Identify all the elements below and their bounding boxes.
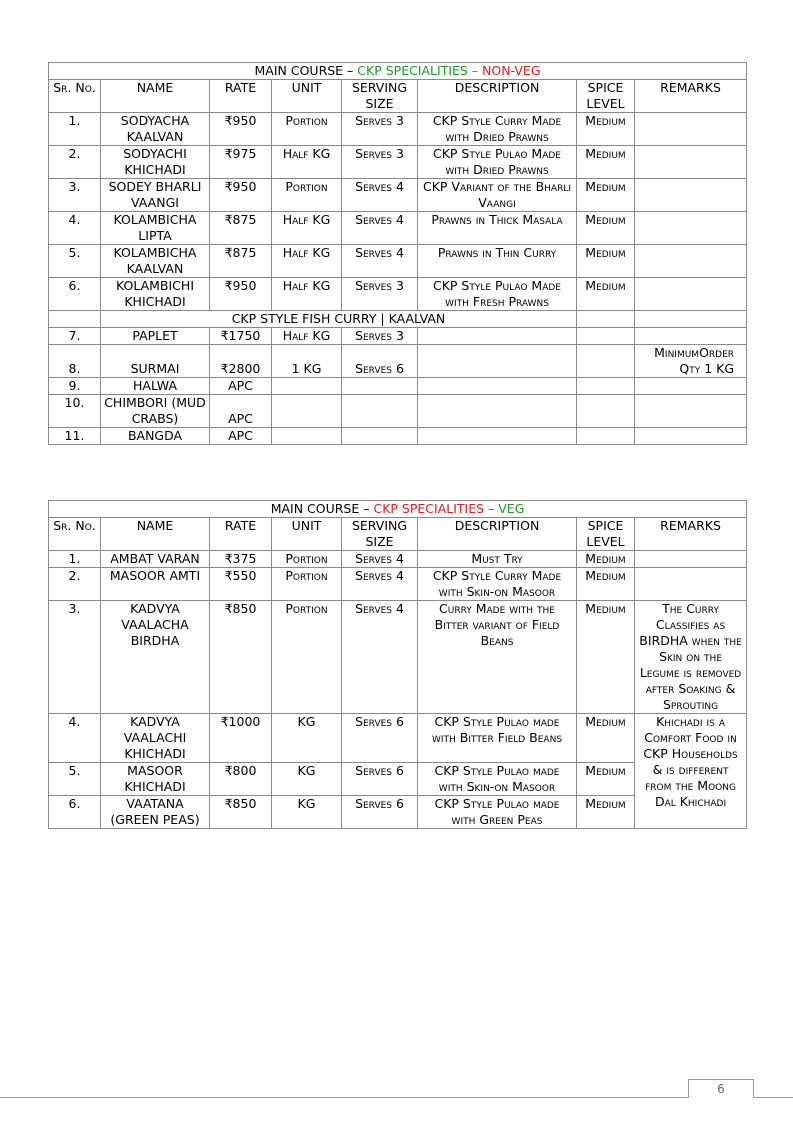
unit-cell: Half KG xyxy=(272,146,342,179)
description-cell: CKP Style Pulao Made with Fresh Prawns xyxy=(418,278,577,311)
table-row xyxy=(49,568,747,601)
header-row xyxy=(49,80,747,113)
rate-cell: ₹875 xyxy=(210,245,272,278)
rate-cell: ₹375 xyxy=(210,551,272,568)
name-cell: HALWA xyxy=(101,378,210,395)
remarks-cell xyxy=(635,212,747,245)
sr-cell: 3. xyxy=(49,601,101,714)
table-row xyxy=(49,395,747,428)
remarks-cell xyxy=(635,278,747,311)
rate-cell: APC xyxy=(210,395,272,428)
serving-cell: Serves 4 xyxy=(342,601,418,714)
sr-cell: 7. xyxy=(49,328,101,345)
header-description: DESCRIPTION xyxy=(418,518,577,551)
description-cell: CKP Style Pulao made with Bitter Field Beans xyxy=(418,714,577,763)
unit-cell: Half KG xyxy=(272,278,342,311)
header-remarks: REMARKS xyxy=(635,80,747,113)
table-row xyxy=(49,212,747,245)
name-cell: KOLAMBICHA LIPTA xyxy=(101,212,210,245)
rate-cell: ₹950 xyxy=(210,179,272,212)
unit-cell: Half KG xyxy=(272,212,342,245)
remarks-cell xyxy=(635,179,747,212)
name-cell: KADVYA VAALACHA BIRDHA xyxy=(101,601,210,714)
table-row xyxy=(49,278,747,311)
title-highlight-category: VEG xyxy=(498,501,525,516)
name-cell: AMBAT VARAN xyxy=(101,551,210,568)
rate-cell: ₹950 xyxy=(210,278,272,311)
rate-cell: ₹550 xyxy=(210,568,272,601)
unit-cell: 1 KG xyxy=(272,345,342,378)
veg-menu-table xyxy=(48,500,747,829)
sr-cell: 1. xyxy=(49,113,101,146)
table-row xyxy=(49,245,747,278)
serving-cell: Serves 3 xyxy=(342,278,418,311)
name-cell: MASOOR KHICHADI xyxy=(101,763,210,796)
description-cell: Prawns in Thick Masala xyxy=(418,212,577,245)
spice-cell xyxy=(577,328,635,345)
serving-cell: Serves 4 xyxy=(342,212,418,245)
sr-cell: 6. xyxy=(49,796,101,829)
unit-cell: Portion xyxy=(272,179,342,212)
header-name: NAME xyxy=(101,80,210,113)
sr-cell: 5. xyxy=(49,245,101,278)
serving-cell: Serves 4 xyxy=(342,245,418,278)
table-row xyxy=(49,328,747,345)
unit-cell: Portion xyxy=(272,113,342,146)
serving-cell: Serves 3 xyxy=(342,328,418,345)
spice-cell: Medium xyxy=(577,278,635,311)
description-cell: CKP Style Pulao Made with Dried Prawns xyxy=(418,146,577,179)
spice-cell: Medium xyxy=(577,113,635,146)
serving-cell: Serves 6 xyxy=(342,763,418,796)
serving-cell: Serves 6 xyxy=(342,714,418,763)
name-cell: SODYACHA KAALVAN xyxy=(101,113,210,146)
spice-cell: Medium xyxy=(577,146,635,179)
rate-cell: APC xyxy=(210,428,272,445)
name-cell: SODYACHI KHICHADI xyxy=(101,146,210,179)
name-cell: KADVYA VAALACHI KHICHADI xyxy=(101,714,210,763)
sr-cell: 2. xyxy=(49,568,101,601)
header-remarks: REMARKS xyxy=(635,518,747,551)
unit-cell: Half KG xyxy=(272,328,342,345)
remarks-cell xyxy=(635,551,747,568)
sr-cell: 2. xyxy=(49,146,101,179)
serving-cell: Serves 6 xyxy=(342,345,418,378)
serving-cell: Serves 4 xyxy=(342,179,418,212)
table-title-row xyxy=(49,501,747,518)
rate-cell: ₹1000 xyxy=(210,714,272,763)
unit-cell: KG xyxy=(272,763,342,796)
spice-cell: Medium xyxy=(577,245,635,278)
rate-cell: ₹850 xyxy=(210,601,272,714)
spice-cell: Medium xyxy=(577,763,635,796)
serving-cell: Serves 4 xyxy=(342,551,418,568)
table-row xyxy=(49,345,747,378)
rate-cell: ₹950 xyxy=(210,113,272,146)
remarks-cell xyxy=(635,328,747,345)
name-cell: VAATANA (GREEN PEAS) xyxy=(101,796,210,829)
table-row xyxy=(49,601,747,714)
description-cell: CKP Variant of the Bharli Vaangi xyxy=(418,179,577,212)
name-cell: MASOOR AMTI xyxy=(101,568,210,601)
spice-cell: Medium xyxy=(577,551,635,568)
spice-cell: Medium xyxy=(577,179,635,212)
spice-cell: Medium xyxy=(577,212,635,245)
name-cell: KOLAMBICHI KHICHADI xyxy=(101,278,210,311)
sr-cell: 4. xyxy=(49,212,101,245)
name-cell: SURMAI xyxy=(101,345,210,378)
table-title-row xyxy=(49,63,747,80)
unit-cell: Portion xyxy=(272,551,342,568)
title-highlight-category: NON-VEG xyxy=(482,63,541,78)
title-highlight-speciality: CKP SPECIALITIES xyxy=(357,63,468,78)
table-row xyxy=(49,113,747,146)
spice-cell: Medium xyxy=(577,796,635,829)
sr-cell: 5. xyxy=(49,763,101,796)
description-cell: Curry Made with the Bitter variant of Field Beans xyxy=(418,601,577,714)
remarks-cell: MinimumOrder Qty 1 KG xyxy=(635,345,747,378)
header-rate: RATE xyxy=(210,518,272,551)
name-cell: SODEY BHARLI VAANGI xyxy=(101,179,210,212)
description-cell: CKP Style Curry Made with Skin-on Masoor xyxy=(418,568,577,601)
table-row xyxy=(49,714,747,763)
footer-divider xyxy=(0,1097,793,1098)
sr-cell: 11. xyxy=(49,428,101,445)
header-serving: SERVING SIZE xyxy=(342,80,418,113)
header-sr: Sr. No. xyxy=(49,518,101,551)
unit-cell: KG xyxy=(272,796,342,829)
table-row xyxy=(49,179,747,212)
sr-cell: 1. xyxy=(49,551,101,568)
serving-cell: Serves 6 xyxy=(342,796,418,829)
serving-cell: Serves 4 xyxy=(342,568,418,601)
sr-cell: 8. xyxy=(49,345,101,378)
header-spice: SPICE LEVEL xyxy=(577,518,635,551)
name-cell: KOLAMBICHA KAALVAN xyxy=(101,245,210,278)
page-number: 6 xyxy=(688,1079,754,1098)
unit-cell: Half KG xyxy=(272,245,342,278)
sr-cell: 9. xyxy=(49,378,101,395)
title-highlight-speciality: CKP SPECIALITIES xyxy=(373,501,485,516)
description-cell: CKP Style Pulao made with Skin-on Masoor xyxy=(418,763,577,796)
header-rate: RATE xyxy=(210,80,272,113)
sr-cell: 4. xyxy=(49,714,101,763)
header-unit: UNIT xyxy=(272,518,342,551)
description-cell: CKP Style Curry Made with Dried Prawns xyxy=(418,113,577,146)
description-cell xyxy=(418,345,577,378)
remarks-cell xyxy=(635,146,747,179)
header-spice: SPICE LEVEL xyxy=(577,80,635,113)
remarks-cell xyxy=(635,245,747,278)
name-cell: CHIMBORI (MUD CRABS) xyxy=(101,395,210,428)
subheading-row xyxy=(49,311,747,328)
rate-cell: ₹850 xyxy=(210,796,272,829)
rate-cell: ₹875 xyxy=(210,212,272,245)
description-cell: CKP Style Pulao made with Green Peas xyxy=(418,796,577,829)
table-row xyxy=(49,428,747,445)
unit-cell: Portion xyxy=(272,568,342,601)
unit-cell: Portion xyxy=(272,601,342,714)
unit-cell: KG xyxy=(272,714,342,763)
spice-cell: Medium xyxy=(577,601,635,714)
rate-cell: ₹2800 xyxy=(210,345,272,378)
rate-cell: ₹975 xyxy=(210,146,272,179)
header-unit: UNIT xyxy=(272,80,342,113)
sr-cell: 10. xyxy=(49,395,101,428)
header-description: DESCRIPTION xyxy=(418,80,577,113)
table-row xyxy=(49,551,747,568)
remarks-cell xyxy=(635,113,747,146)
description-cell xyxy=(418,328,577,345)
description-cell: Prawns in Thin Curry xyxy=(418,245,577,278)
remarks-cell: The Curry Classifies as BIRDHA when the Skin on the Legume is removed after Soaking & Sprouting xyxy=(635,601,747,714)
table-title: MAIN COURSE – CKP SPECIALITIES – NON-VEG xyxy=(49,63,747,80)
header-sr: Sr. No. xyxy=(49,80,101,113)
spice-cell: Medium xyxy=(577,568,635,601)
sr-cell: 6. xyxy=(49,278,101,311)
table-row xyxy=(49,146,747,179)
fish-curry-subheading: CKP STYLE FISH CURRY | KAALVAN xyxy=(101,311,577,328)
description-cell: Must Try xyxy=(418,551,577,568)
spice-cell xyxy=(577,345,635,378)
serving-cell: Serves 3 xyxy=(342,113,418,146)
non-veg-menu-table xyxy=(48,62,747,445)
name-cell: PAPLET xyxy=(101,328,210,345)
rate-cell: APC xyxy=(210,378,272,395)
sr-cell: 3. xyxy=(49,179,101,212)
serving-cell: Serves 3 xyxy=(342,146,418,179)
table-title: MAIN COURSE – CKP SPECIALITIES – VEG xyxy=(49,501,747,518)
header-serving: SERVING SIZE xyxy=(342,518,418,551)
header-name: NAME xyxy=(101,518,210,551)
rate-cell: ₹1750 xyxy=(210,328,272,345)
spice-cell: Medium xyxy=(577,714,635,763)
remarks-cell xyxy=(635,568,747,601)
table-row xyxy=(49,378,747,395)
rate-cell: ₹800 xyxy=(210,763,272,796)
khichadi-remarks-cell: Khichadi is a Comfort Food in CKP Households & is different from the Moong Dal Khichadi xyxy=(635,714,747,829)
header-row xyxy=(49,518,747,551)
name-cell: BANGDA xyxy=(101,428,210,445)
